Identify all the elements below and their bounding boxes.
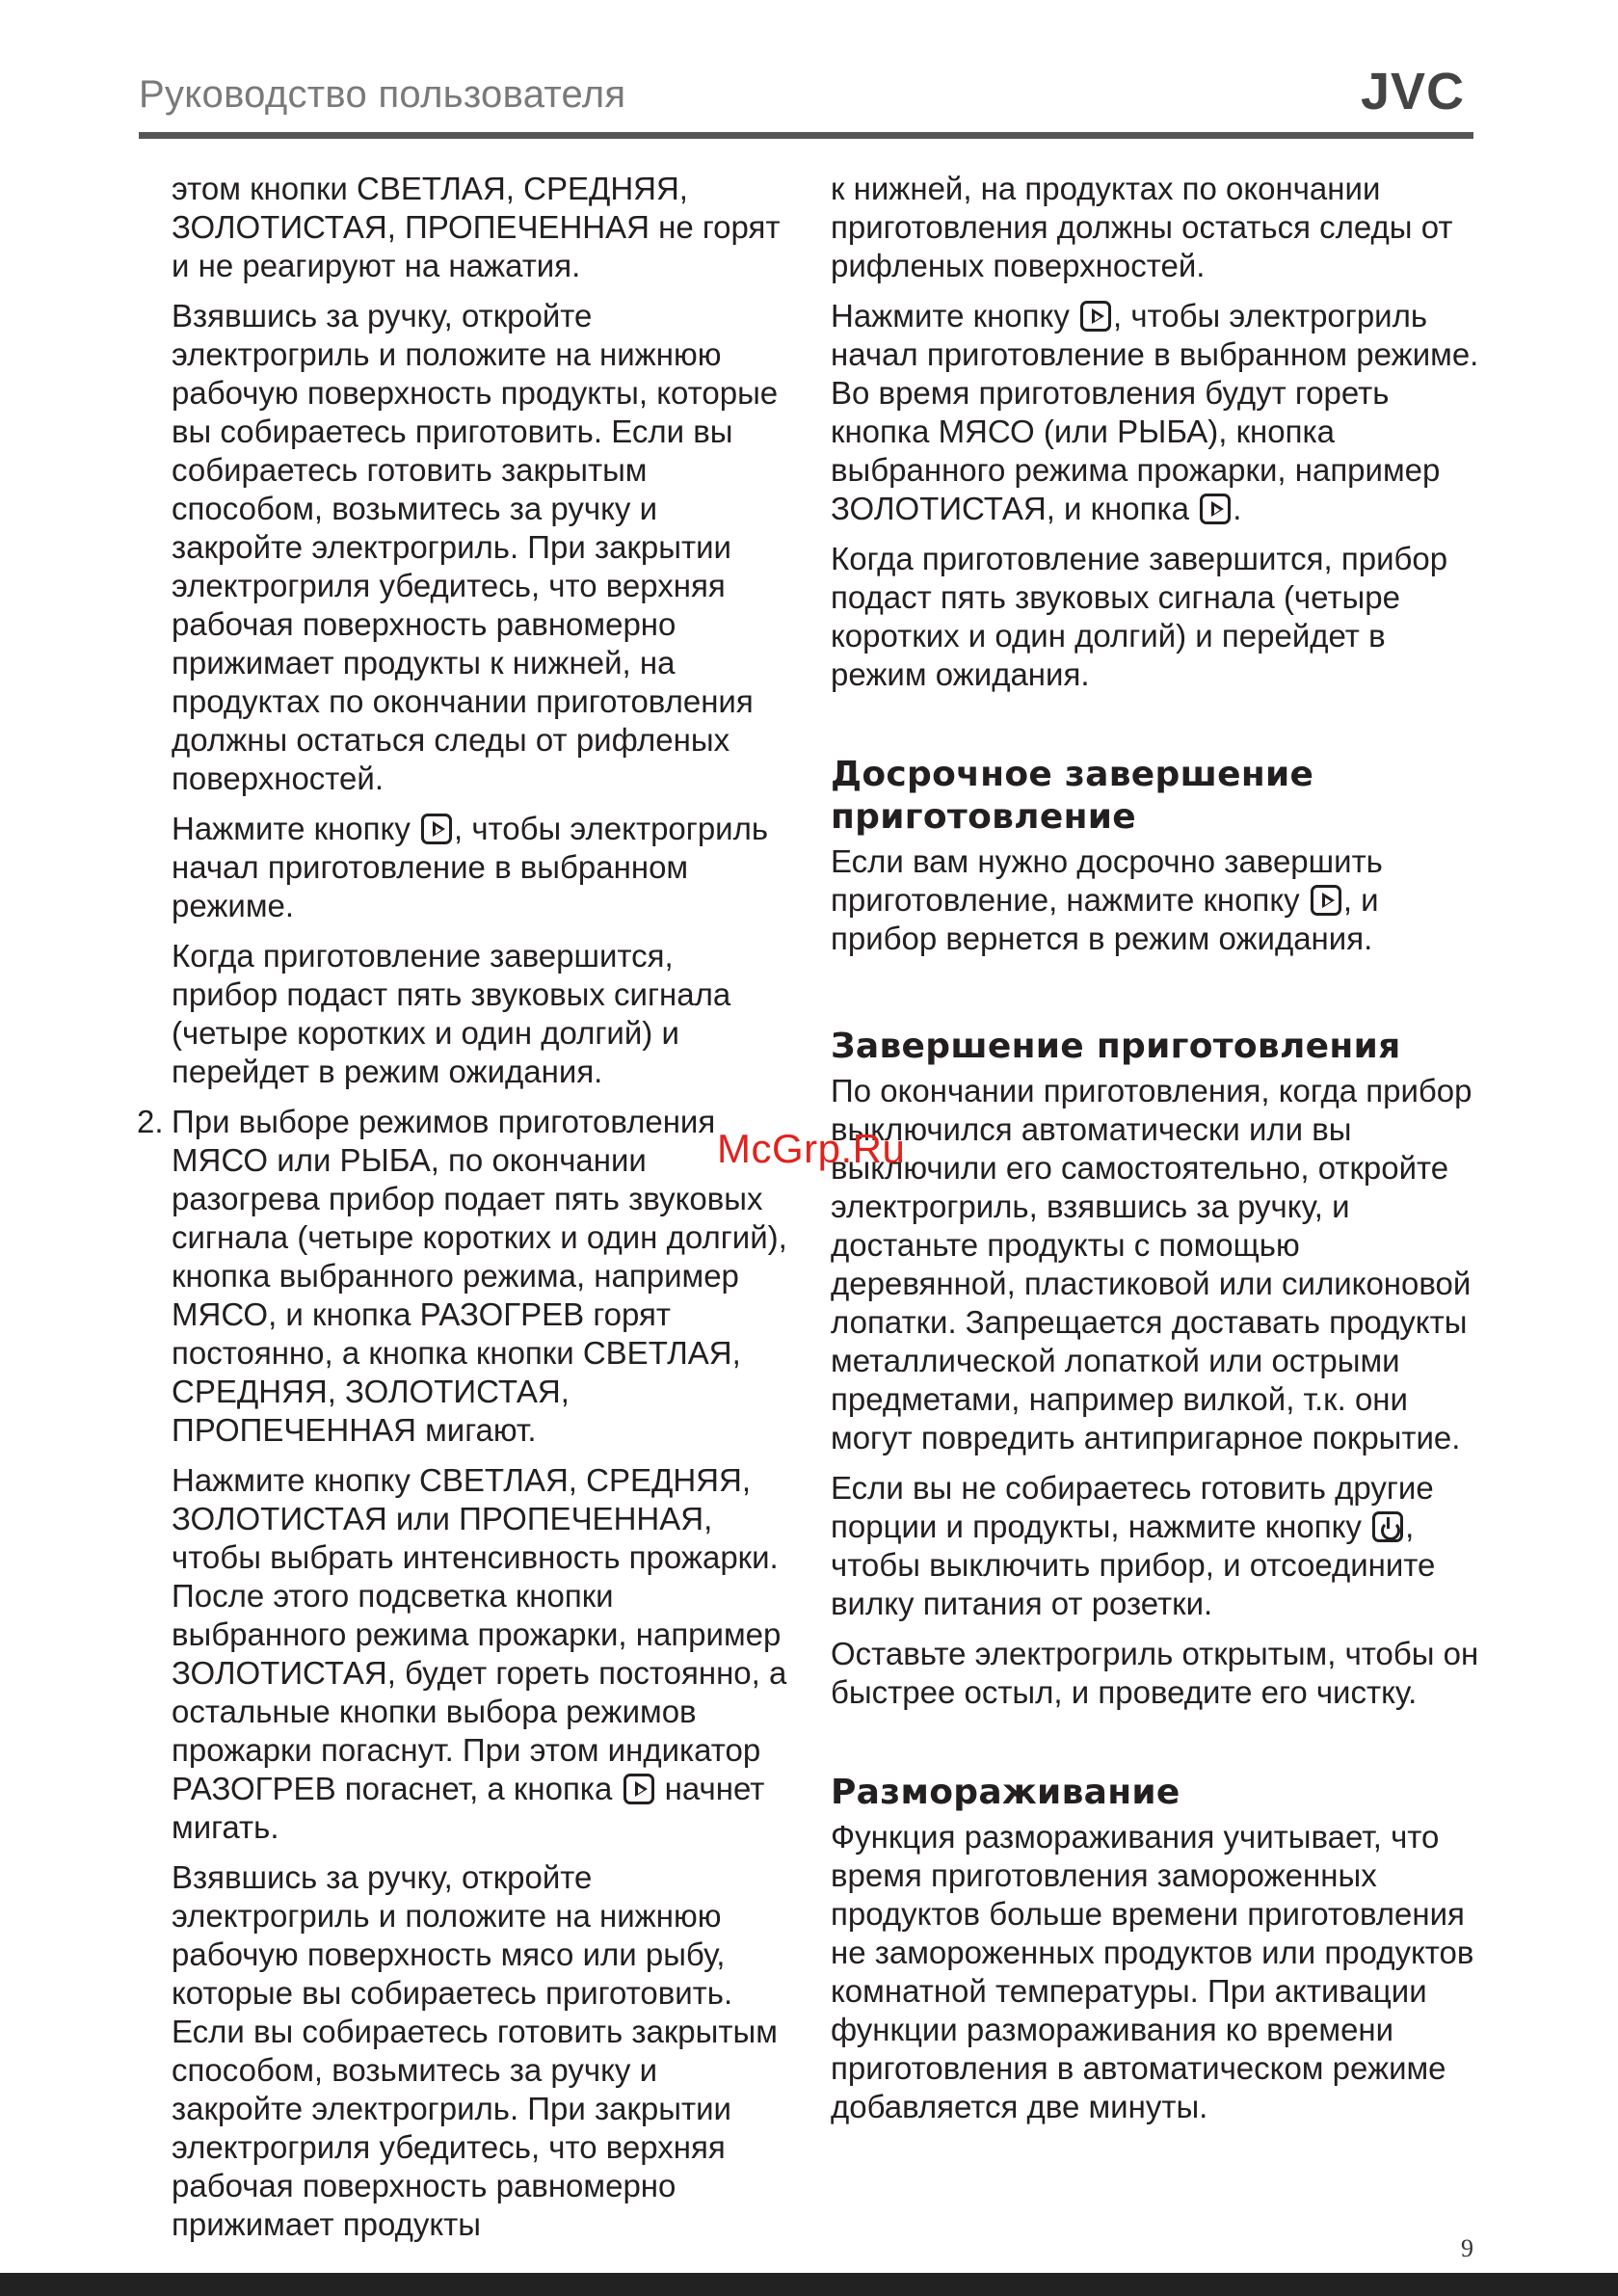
section-heading-early-finish: Досрочное завершение приготовление — [831, 755, 1314, 837]
page-number: 9 — [1461, 2234, 1473, 2262]
list-item-2 — [137, 1103, 788, 1450]
play-button-icon — [421, 814, 452, 844]
play-button-icon — [1080, 301, 1111, 332]
paragraph: Функция размораживания учитывает, что время приготовления замороженных продуктов больше времени приготовления не замороженных продуктов или продуктов комнатной температуры. При активации функции размораживания ко времени приготовления в автоматическом режиме добавляется две минуты. — [831, 1819, 1474, 2124]
play-button-icon — [1311, 885, 1341, 916]
text-fragment: Если вам нужно досрочно завершить приготовление, нажмите кнопку — [831, 843, 1383, 918]
text-fragment: , и прибор вернется в режим ожидания. — [831, 882, 1379, 956]
paragraph: Когда приготовление завершится, прибор подаст пять звуковых сигнала (четыре коротких и один долгий) и перейдет в режим ожидания. — [831, 541, 1448, 692]
brand-logo: JVC — [1361, 63, 1466, 120]
page-header-title: Руководство пользователя — [139, 73, 626, 116]
spacer — [831, 970, 1486, 1026]
paragraph — [831, 842, 1486, 958]
text-fragment: Если вы не собираетесь готовить другие порции и продукты, нажмите кнопку — [831, 1470, 1434, 1544]
list-item-number: 2. — [137, 1104, 164, 1139]
play-button-icon — [623, 1774, 654, 1804]
paragraph: этом кнопки СВЕТЛАЯ, СРЕДНЯЯ, ЗОЛОТИСТАЯ, ПРОПЕЧЕННАЯ не горят и не реагируют на нажатия. — [172, 171, 781, 283]
section-heading-finish: Завершение приготовления — [831, 1027, 1401, 1066]
text-fragment: Нажмите кнопку — [172, 811, 411, 846]
bottom-edge-bar — [0, 2273, 1618, 2296]
text-fragment: . — [1233, 491, 1242, 526]
spacer — [831, 1723, 1486, 1772]
right-column — [831, 170, 1486, 2138]
spacer — [831, 706, 1486, 754]
watermark: McGrp.Ru — [717, 1126, 906, 1171]
paragraph: Взявшись за ручку, откройте электрогриль и положите на нижнюю рабочую поверхность мясо или рыбу, которые вы собираетесь приготовить. Если вы собираетесь готовить закрытым способом, возьмитесь за ручку и закройте электрогриль. При закрытии электрогриля убедитесь, что верхняя рабочая поверхность равномерно прижимает продукты — [172, 1859, 778, 2242]
text-fragment: , чтобы выключить прибор, и отсоедините вилку питания от розетки. — [831, 1508, 1436, 1621]
paragraph: Когда приготовление завершится, прибор подаст пять звуковых сигнала (четыре коротких и один долгий) и перейдет в режим ожидания. — [172, 938, 731, 1089]
list-item-text: При выборе режимов приготовления МЯСО или РЫБА, по окончании разогрева прибор подает пять звуковых сигнала (четыре коротких и один долгий), кнопка выбранного режима, например МЯСО, и кнопка РАЗОГРЕВ горят постоянно, а кнопка кнопки СВЕТЛАЯ, СРЕДНЯЯ, ЗОЛОТИСТАЯ, ПРОПЕЧЕННАЯ мигают. — [172, 1104, 787, 1448]
section-heading-defrost: Размораживание — [831, 1773, 1180, 1812]
text-fragment: Нажмите кнопку СВЕТЛАЯ, СРЕДНЯЯ, ЗОЛОТИСТАЯ или ПРОПЕЧЕННАЯ, чтобы выбрать интенсивность прожарки. После этого подсветка кнопки выбранного режима прожарки, например ЗОЛОТИСТАЯ, будет гореть постоянно, а остальные кнопки выбора режимов прожарки погаснут. При этом индикатор РАЗОГРЕВ погаснет, а кнопка — [172, 1462, 787, 1806]
paragraph: к нижней, на продуктах по окончании приготовления должны остаться следы от рифленых поверхностей. — [831, 171, 1453, 283]
left-column — [137, 170, 788, 2256]
paragraph — [831, 297, 1486, 528]
paragraph — [831, 1469, 1486, 1623]
text-fragment: , чтобы электрогриль начал приготовление в выбранном режиме. Во время приготовления будут гореть кнопка МЯСО (или РЫБА), кнопка выбранного режима прожарки, например ЗОЛОТИСТАЯ, и кнопка — [831, 298, 1479, 526]
paragraph: По окончании приготовления, когда прибор выключился автоматически или вы выключили его самостоятельно, откройте электрогриль, взявшись за ручку, и достаньте продукты с помощью деревянной, пластиковой или силиконовой лопатки. Запрещается доставать продукты металлической лопаткой или острыми предметами, например вилкой, т.к. они могут повредить антипригарное покрытие. — [831, 1073, 1472, 1455]
paragraph: Оставьте электрогриль открытым, чтобы он быстрее остыл, и проведите его чистку. — [831, 1636, 1479, 1710]
paragraph — [172, 1461, 788, 1847]
header-divider — [139, 132, 1473, 139]
text-fragment: начнет мигать. — [172, 1771, 765, 1845]
text-fragment: Нажмите кнопку — [831, 298, 1070, 334]
power-button-icon — [1372, 1511, 1403, 1542]
play-button-icon — [1200, 494, 1231, 524]
text-fragment: , чтобы электрогриль начал приготовление в выбранном режиме. — [172, 811, 769, 923]
paragraph: Взявшись за ручку, откройте электрогриль и положите на нижнюю рабочую поверхность продукты, которые вы собираетесь приготовить. Если вы собираетесь готовить закрытым способом, возьмитесь за ручку и закройте электрогриль. При закрытии электрогриля убедитесь, что верхняя рабочая поверхность равномерно прижимает продукты к нижней, на продуктах по окончании приготовления должны остаться следы от рифленых поверхностей. — [172, 298, 779, 796]
paragraph — [172, 810, 788, 925]
